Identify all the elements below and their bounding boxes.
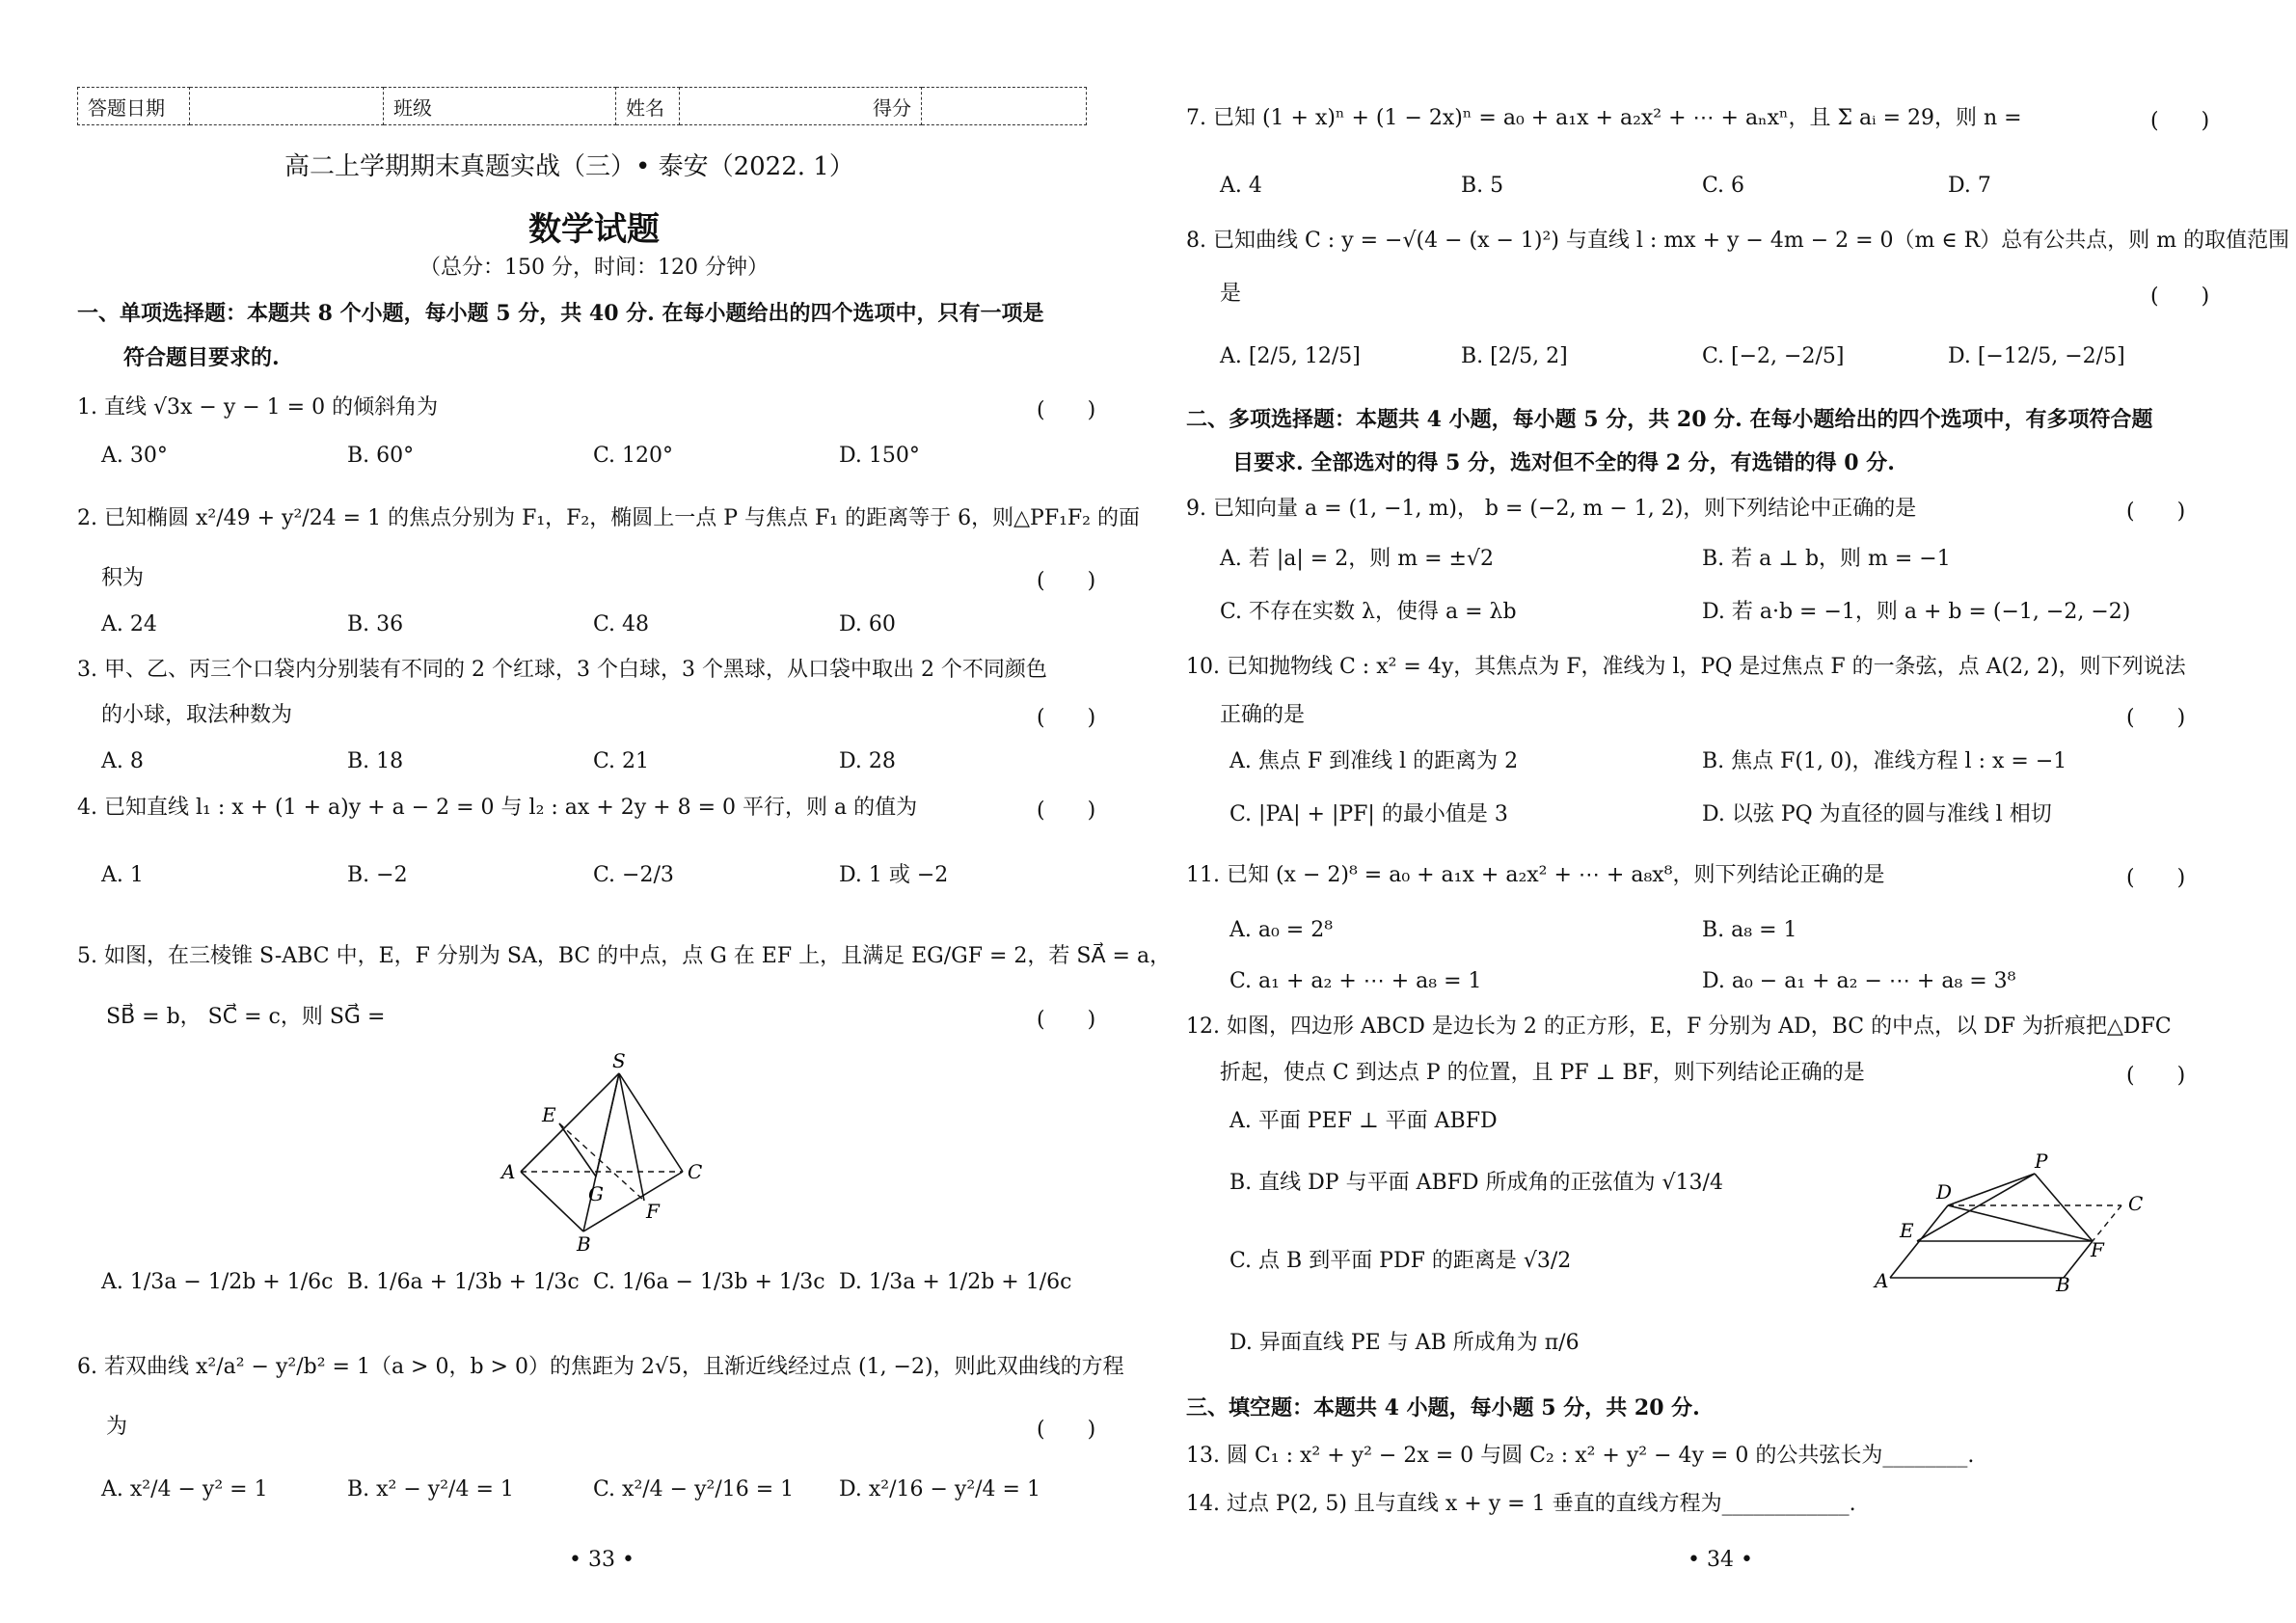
q11-answer-paren[interactable]: ( ) (2126, 866, 2186, 890)
section2-heading-cont: 目要求. 全部选对的得 5 分，选对但不全的得 2 分，有选错的得 0 分. (1232, 450, 1895, 475)
exam-info: （总分：150 分，时间：120 分钟） (419, 256, 769, 280)
q12-stem: 12. 如图，四边形 ABCD 是边长为 2 的正方形，E，F 分别为 AD，BC 的中点，以 DF 为折痕把△DFC (1186, 1014, 2172, 1039)
q3-option-c[interactable]: C. 21 (593, 749, 650, 773)
q2-answer-paren[interactable]: ( ) (1037, 569, 1096, 593)
q8-stem-cont: 是 (1220, 282, 1242, 306)
q11-option-b[interactable]: B. a₈ = 1 (1702, 918, 1797, 942)
q7-option-d[interactable]: D. 7 (1948, 174, 1991, 198)
page-number-right: • 34 • (1688, 1548, 1753, 1572)
q12-option-c[interactable]: C. 点 B 到平面 PDF 的距离是 √3/2 (1229, 1249, 1572, 1273)
fig-label-s: S (612, 1049, 626, 1072)
q5-option-b[interactable]: B. 1/6a + 1/3b + 1/3c (347, 1270, 580, 1294)
fig-label-d: D (1936, 1180, 1953, 1204)
q9-stem: 9. 已知向量 a = (1, −1, m)， b = (−2, m − 1, 2)，则下列结论中正确的是 (1186, 497, 1917, 521)
section1-heading-cont: 符合题目要求的. (123, 345, 280, 370)
left-page (77, 0, 1172, 1623)
q14-stem[interactable]: 14. 过点 P(2, 5) 且与直线 x + y = 1 垂直的直线方程为____________. (1186, 1492, 1856, 1516)
q8-stem: 8. 已知曲线 C : y = −√(4 − (x − 1)²) 与直线 l : mx + y − 4m − 2 = 0（m ∈ R）总有公共点，则 m 的取值范围 (1186, 229, 2290, 253)
q5-answer-paren[interactable]: ( ) (1037, 1008, 1096, 1032)
q2-option-d[interactable]: D. 60 (839, 612, 896, 636)
fig-label-g: G (588, 1182, 604, 1205)
section1-heading: 一、单项选择题：本题共 8 个小题，每小题 5 分，共 40 分. 在每小题给出的四个选项中，只有一项是 (77, 301, 1044, 326)
q4-option-c[interactable]: C. −2/3 (593, 863, 674, 887)
q8-answer-paren[interactable]: ( ) (2150, 284, 2210, 309)
answer-info-table (77, 87, 1087, 125)
q6-stem: 6. 若双曲线 x²/a² − y²/b² = 1（a > 0，b > 0）的焦距为 2√5，且渐近线经过点 (1, −2)，则此双曲线的方程 (77, 1355, 1124, 1379)
fig-label-b: B (577, 1232, 591, 1256)
fig-label-c: C (2128, 1192, 2144, 1215)
pyramid-figure (482, 1046, 849, 1258)
q1-answer-paren[interactable]: ( ) (1037, 398, 1096, 422)
q5-option-d[interactable]: D. 1/3a + 1/2b + 1/6c (839, 1270, 1072, 1294)
fig-label-a: A (1875, 1269, 1889, 1292)
q10-stem: 10. 已知抛物线 C : x² = 4y，其焦点为 F，准线为 l，PQ 是过焦点 F 的一条弦，点 A(2, 2)，则下列说法 (1186, 655, 2186, 679)
q5-option-a[interactable]: A. 1/3a − 1/2b + 1/6c (101, 1270, 334, 1294)
fig-label-e: E (1900, 1219, 1914, 1242)
q9-option-d[interactable]: D. 若 a·b = −1，则 a + b = (−1, −2, −2) (1702, 600, 2131, 624)
fig-label-c: C (688, 1160, 703, 1183)
q9-option-a[interactable]: A. 若 |a| = 2，则 m = ±√2 (1220, 547, 1494, 571)
fig-label-p: P (2035, 1152, 2048, 1173)
q7-option-c[interactable]: C. 6 (1702, 174, 1745, 198)
q1-option-a[interactable]: A. 30° (101, 444, 168, 468)
q9-answer-paren[interactable]: ( ) (2126, 500, 2186, 524)
q8-option-b[interactable]: B. [2/5, 2] (1461, 344, 1568, 368)
q6-answer-paren[interactable]: ( ) (1037, 1418, 1096, 1442)
q12-answer-paren[interactable]: ( ) (2126, 1064, 2186, 1088)
right-page (1186, 0, 2290, 1623)
q7-option-a[interactable]: A. 4 (1220, 174, 1262, 198)
q1-option-c[interactable]: C. 120° (593, 444, 674, 468)
q1-stem: 1. 直线 √3x − y − 1 = 0 的倾斜角为 (77, 395, 439, 419)
q8-option-d[interactable]: D. [−12/5, −2/5] (1948, 344, 2125, 368)
q7-answer-paren[interactable]: ( ) (2150, 109, 2210, 133)
q13-stem[interactable]: 13. 圆 C₁ : x² + y² − 2x = 0 与圆 C₂ : x² + y² − 4y = 0 的公共弦长为________. (1186, 1444, 1975, 1468)
q10-option-b[interactable]: B. 焦点 F(1, 0)，准线方程 l : x = −1 (1702, 749, 2067, 773)
q10-stem-cont: 正确的是 (1220, 703, 1306, 727)
q12-stem-cont: 折起，使点 C 到达点 P 的位置，且 PF ⊥ BF，则下列结论正确的是 (1220, 1061, 1865, 1085)
q9-option-b[interactable]: B. 若 a ⊥ b，则 m = −1 (1702, 547, 1951, 571)
q4-option-d[interactable]: D. 1 或 −2 (839, 863, 949, 887)
q5-stem: 5. 如图，在三棱锥 S-ABC 中，E，F 分别为 SA，BC 的中点，点 G 在 EF 上，且满足 EG/GF = 2，若 SA⃗ = a， (77, 944, 1172, 968)
exam-title: 高二上学期期末真题实战（三）• 泰安（2022. 1） (284, 152, 854, 181)
q6-option-c[interactable]: C. x²/4 − y²/16 = 1 (593, 1477, 795, 1501)
q1-option-d[interactable]: D. 150° (839, 444, 920, 468)
q4-option-a[interactable]: A. 1 (101, 863, 144, 887)
q11-option-a[interactable]: A. a₀ = 2⁸ (1229, 918, 1334, 942)
score-field[interactable] (922, 88, 1087, 125)
q12-option-b[interactable]: B. 直线 DP 与平面 ABFD 所成角的正弦值为 √13/4 (1229, 1171, 1723, 1195)
q9-option-c[interactable]: C. 不存在实数 λ，使得 a = λb (1220, 600, 1517, 624)
class-label: 班级 (384, 88, 616, 125)
q5-stem-cont: SB⃗ = b， SC⃗ = c，则 SG⃗ = (106, 1005, 386, 1029)
q8-option-c[interactable]: C. [−2, −2/5] (1702, 344, 1845, 368)
q3-option-d[interactable]: D. 28 (839, 749, 896, 773)
q12-option-a[interactable]: A. 平面 PEF ⊥ 平面 ABFD (1229, 1109, 1498, 1133)
q2-option-b[interactable]: B. 36 (347, 612, 404, 636)
q10-option-c[interactable]: C. |PA| + |PF| 的最小值是 3 (1229, 802, 1508, 826)
q10-answer-paren[interactable]: ( ) (2126, 706, 2186, 730)
date-label: 答题日期 (78, 88, 190, 125)
q8-option-a[interactable]: A. [2/5, 12/5] (1220, 344, 1361, 368)
q2-stem-cont: 积为 (101, 566, 145, 590)
q3-stem: 3. 甲、乙、丙三个口袋内分别装有不同的 2 个红球，3 个白球，3 个黑球，从口袋中取出 2 个不同颜色 (77, 658, 1047, 682)
q6-option-a[interactable]: A. x²/4 − y² = 1 (101, 1477, 268, 1501)
q7-option-b[interactable]: B. 5 (1461, 174, 1504, 198)
fig-label-b: B (2056, 1273, 2070, 1292)
q5-option-c[interactable]: C. 1/6a − 1/3b + 1/3c (593, 1270, 825, 1294)
q3-option-a[interactable]: A. 8 (101, 749, 144, 773)
fig-label-f: F (646, 1200, 660, 1223)
fig-label-f: F (2091, 1238, 2104, 1261)
name-label: 姓名 (616, 88, 680, 125)
q2-stem: 2. 已知椭圆 x²/49 + y²/24 = 1 的焦点分别为 F₁，F₂，椭圆上一点 P 与焦点 F₁ 的距离等于 6，则△PF₁F₂ 的面 (77, 506, 1140, 530)
q12-option-d[interactable]: D. 异面直线 PE 与 AB 所成角为 π/6 (1229, 1331, 1580, 1355)
q4-stem: 4. 已知直线 l₁ : x + (1 + a)y + a − 2 = 0 与 l₂ : ax + 2y + 8 = 0 平行，则 a 的值为 (77, 796, 918, 820)
section2-heading: 二、多项选择题：本题共 4 小题，每小题 5 分，共 20 分. 在每小题给出的四个选项中，有多项符合题 (1186, 407, 2153, 432)
score-label: 得分 (680, 88, 922, 125)
date-field[interactable] (190, 88, 384, 125)
q11-stem: 11. 已知 (x − 2)⁸ = a₀ + a₁x + a₂x² + ⋯ + a₈x⁸，则下列结论正确的是 (1186, 863, 1885, 887)
section3-heading: 三、填空题：本题共 4 小题，每小题 5 分，共 20 分. (1186, 1395, 1700, 1420)
q7-stem: 7. 已知 (1 + x)ⁿ + (1 − 2x)ⁿ = a₀ + a₁x + a₂x² + ⋯ + aₙxⁿ，且 Σ aᵢ = 29，则 n = (1186, 106, 2022, 130)
q2-option-c[interactable]: C. 48 (593, 612, 650, 636)
q2-option-a[interactable]: A. 24 (101, 612, 157, 636)
q4-option-b[interactable]: B. −2 (347, 863, 408, 887)
q4-answer-paren[interactable]: ( ) (1037, 798, 1096, 823)
folded-square-figure (1871, 1152, 2160, 1292)
subject-title: 数学试题 (528, 210, 660, 249)
fig-label-a: A (501, 1160, 516, 1183)
q11-option-c[interactable]: C. a₁ + a₂ + ⋯ + a₈ = 1 (1229, 969, 1482, 993)
q3-option-b[interactable]: B. 18 (347, 749, 404, 773)
q10-option-d[interactable]: D. 以弦 PQ 为直径的圆与准线 l 相切 (1702, 802, 2052, 826)
page-number-left: • 33 • (569, 1548, 635, 1572)
q6-option-d[interactable]: D. x²/16 − y²/4 = 1 (839, 1477, 1040, 1501)
q3-stem-cont: 的小球，取法种数为 (101, 703, 293, 727)
q11-option-d[interactable]: D. a₀ − a₁ + a₂ − ⋯ + a₈ = 3⁸ (1702, 969, 2016, 993)
q6-stem-cont: 为 (106, 1415, 128, 1439)
q6-option-b[interactable]: B. x² − y²/4 = 1 (347, 1477, 514, 1501)
q1-option-b[interactable]: B. 60° (347, 444, 415, 468)
q10-option-a[interactable]: A. 焦点 F 到准线 l 的距离为 2 (1229, 749, 1519, 773)
q3-answer-paren[interactable]: ( ) (1037, 706, 1096, 730)
fig-label-e: E (542, 1103, 556, 1126)
